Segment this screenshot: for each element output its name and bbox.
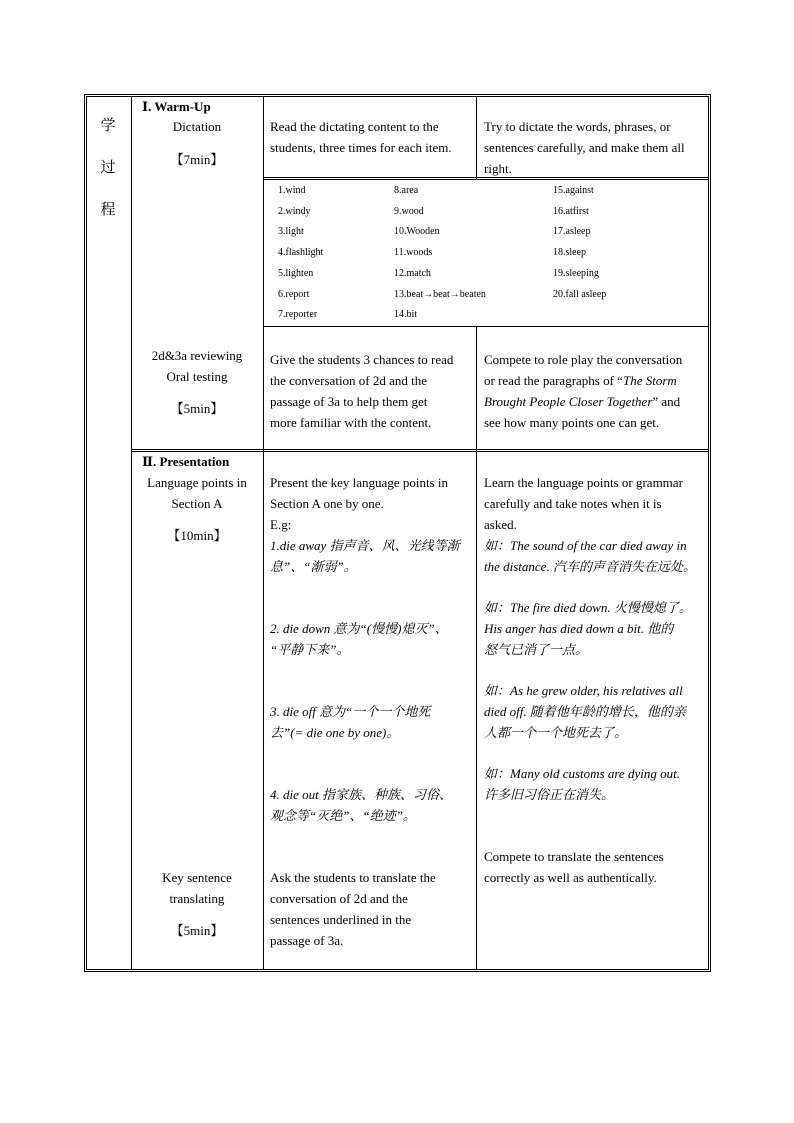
list-item: 20.fall asleep <box>553 289 607 300</box>
list-item: 17.asleep <box>553 226 591 237</box>
example-sentence-line: His anger has died down a bit. 他的 <box>484 621 674 636</box>
student-activity-line <box>484 370 677 391</box>
language-point-line: “平静下来”。 <box>270 642 350 657</box>
grid-line <box>263 179 709 180</box>
list-item: 13.beat→beat→beaten <box>394 289 486 300</box>
language-point-line: 观念等“灭绝”、“绝迹”。 <box>270 808 416 823</box>
grid-line <box>263 326 709 327</box>
list-item: 16.atfirst <box>553 206 589 217</box>
list-item: 8.area <box>394 185 419 196</box>
example-sentence-line: 人都一个一个地死去了。 <box>484 725 628 740</box>
example-label: E.g: <box>270 517 292 532</box>
student-activity-line <box>484 391 680 412</box>
example-sentence-line: 如：The sound of the car died away in <box>484 538 687 553</box>
student-activity-line: asked. <box>484 517 517 532</box>
text-run: ” and <box>652 394 681 409</box>
list-item: 2.windy <box>278 206 311 217</box>
example-sentence-line: the distance. 汽车的声音消失在远处。 <box>484 559 696 574</box>
grid-line <box>131 449 709 450</box>
teacher-activity-line: Present the key language points in <box>270 475 448 490</box>
student-activity-line: right. <box>484 161 512 176</box>
grid-line <box>131 96 132 970</box>
text-run: or read the paragraphs of “ <box>484 373 623 388</box>
example-sentence-line: 怒气已消了一点。 <box>484 642 589 657</box>
list-item: 15.against <box>553 185 594 196</box>
activity-translating: translating <box>169 891 225 906</box>
activity-dictation: Dictation <box>172 119 222 134</box>
activity-language-points: Language points in <box>147 475 247 490</box>
list-item: 14.bit <box>394 309 418 320</box>
section-heading-warm-up: Ⅰ. Warm-Up <box>142 99 211 114</box>
side-label-char: 过 <box>100 160 116 176</box>
time-warm-up: 【7min】 <box>170 152 224 167</box>
grid-line <box>263 96 264 970</box>
student-activity-line: sentences carefully, and make them all <box>484 140 685 155</box>
student-activity-line: correctly as well as authentically. <box>484 870 657 885</box>
student-activity-line: Learn the language points or grammar <box>484 475 683 490</box>
language-point-line: 3. die off 意为“一个一个地死 <box>270 704 431 719</box>
teacher-activity-line: conversation of 2d and the <box>270 891 408 906</box>
section-heading-presentation: Ⅱ. Presentation <box>142 454 230 469</box>
activity-reviewing: 2d&3a reviewing <box>151 348 243 363</box>
example-sentence-line: 如：As he grew older, his relatives all <box>484 683 683 698</box>
list-item: 19.sleeping <box>553 268 599 279</box>
grid-line <box>476 327 477 970</box>
teacher-activity-line: Section A one by one. <box>270 496 384 511</box>
student-activity-line: carefully and take notes when it is <box>484 496 662 511</box>
activity-section-a: Section A <box>171 496 223 511</box>
list-item: 18.sleep <box>553 247 587 258</box>
example-sentence-line: died off. 随着他年龄的增长，他的亲 <box>484 704 686 719</box>
list-item: 4.flashlight <box>278 247 324 258</box>
side-label-char: 学 <box>100 118 116 134</box>
list-item: 7.reporter <box>278 309 318 320</box>
student-activity-line: Compete to role play the conversation <box>484 352 683 367</box>
list-item: 3.light <box>278 226 304 237</box>
student-activity-line: see how many points one can get. <box>484 415 660 430</box>
activity-oral-testing: Oral testing <box>166 369 228 384</box>
list-item: 6.report <box>278 289 310 300</box>
example-sentence-line: 如：The fire died down. 火慢慢熄了。 <box>484 600 692 615</box>
teacher-activity-line: Read the dictating content to the <box>270 119 439 134</box>
teacher-activity-line: Ask the students to translate the <box>270 870 436 885</box>
list-item: 9.wood <box>394 206 424 217</box>
teacher-activity-line: passage of 3a. <box>270 933 344 948</box>
list-item: 1.wind <box>278 185 306 196</box>
teacher-activity-line: passage of 3a to help them get <box>270 394 428 409</box>
teacher-activity-line: the conversation of 2d and the <box>270 373 428 388</box>
list-item: 12.match <box>394 268 431 279</box>
grid-line <box>476 96 477 179</box>
passage-title: The Storm <box>622 373 677 388</box>
language-point-line: 息”、“渐弱”。 <box>270 559 357 574</box>
time-presentation: 【10min】 <box>167 528 227 543</box>
teacher-activity-line: students, three times for each item. <box>270 140 452 155</box>
time-review: 【5min】 <box>170 401 224 416</box>
passage-title: Brought People Closer Together <box>484 394 653 409</box>
teacher-activity-line: more familiar with the content. <box>270 415 432 430</box>
teacher-activity-line: sentences underlined in the <box>270 912 412 927</box>
language-point-line: 4. die out 指家族、种族、习俗、 <box>270 787 452 802</box>
list-item: 11.woods <box>394 247 433 258</box>
student-activity-line: Compete to translate the sentences <box>484 849 664 864</box>
student-activity-line: Try to dictate the words, phrases, or <box>484 119 671 134</box>
time-translating: 【5min】 <box>170 923 224 938</box>
example-sentence-line: 许多旧习俗正在消失。 <box>484 787 615 802</box>
teacher-activity-line: Give the students 3 chances to read <box>270 352 454 367</box>
language-point-line: 1.die away 指声音、风、光线等渐 <box>270 538 460 553</box>
example-sentence-line: 如：Many old customs are dying out. <box>484 766 680 781</box>
list-item: 10.Wooden <box>394 226 440 237</box>
activity-key-sentence: Key sentence <box>162 870 232 885</box>
language-point-line: 2. die down 意为“(慢慢)熄灭”、 <box>270 621 448 636</box>
side-label-char: 程 <box>100 202 116 218</box>
list-item: 5.lighten <box>278 268 314 279</box>
language-point-line: 去”(= die one by one)。 <box>270 725 400 740</box>
